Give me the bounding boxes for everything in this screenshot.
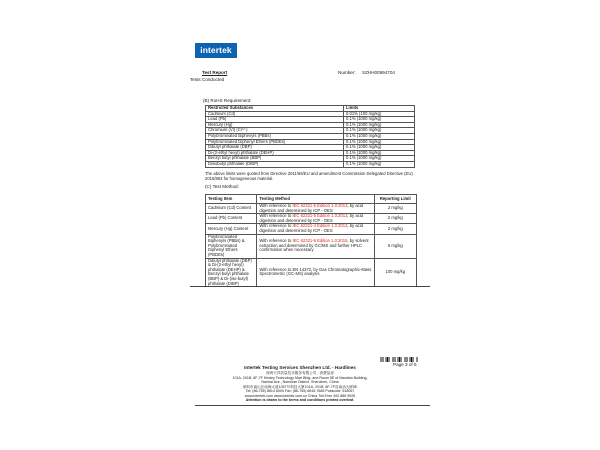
testing-method-cell xyxy=(257,214,374,224)
method-text: With reference to xyxy=(259,213,293,219)
standard-reference: IEC 62321-4 Edition 1.0:2013 xyxy=(292,223,348,229)
standard-reference: IEC 62321-6 Edition 1.0:2015 xyxy=(292,238,348,244)
limit-cell: 0.1% (1000 mg/kg) xyxy=(344,145,415,151)
section-b-title: (B) RoHS Requirement: xyxy=(203,98,252,103)
reporting-limit-cell: 2 mg/kg xyxy=(374,204,416,214)
footer-chinese-name: 深圳天祥质量技术服务有限公司 - 消费品部 xyxy=(266,371,334,375)
limits-note: The above limits were quoted from Directive 2011/65/EU and amendment Commission Delegated Directive (EU) 2015/863 for homogeneous material. xyxy=(205,171,413,181)
table-row xyxy=(206,224,417,234)
footer-company: Intertek Testing Services Shenzhen Ltd. - Hardlines xyxy=(244,365,356,370)
testing-method-cell xyxy=(257,204,374,214)
limit-cell: 0.1% (1000 mg/kg) xyxy=(344,156,415,162)
substance-cell: Polybrominated Biphenyls (PBBs) xyxy=(206,133,344,139)
limit-cell: 0.1% (1000 mg/kg) xyxy=(344,122,415,128)
reporting-limit-cell: 2 mg/kg xyxy=(374,214,416,224)
column-header: Testing Method xyxy=(257,195,374,204)
table-row xyxy=(206,258,417,287)
substance-cell: Chromium (VI) (Cr⁶⁺) xyxy=(206,128,344,134)
table-row xyxy=(206,234,417,258)
footer-phone: Tel: (86-755) 8614 6000 Fax: (86-755) 8616 7685 Postcode: 518067 xyxy=(245,389,355,393)
substance-cell: Cadmium (Cd) xyxy=(206,111,344,117)
method-text: With reference to xyxy=(259,203,293,208)
substance-cell: Mercury (Hg) xyxy=(206,122,344,128)
column-header: Limits xyxy=(344,106,415,112)
standard-reference: IEC 62321-5 Edition 1.0:2013 xyxy=(292,203,348,208)
testing-item-cell: Polybrominated Biphenyls (PBBs) & Polybrominated Diphenyl Ethers (PBDEs) xyxy=(206,234,257,258)
testing-item-cell: Cadmium (Cd) Content xyxy=(206,204,257,214)
divider xyxy=(190,286,430,287)
footer-address: Nanhai Ave., Nanshan District, Shenzhen, China xyxy=(261,380,339,384)
section-c-title: (C) Test Method: xyxy=(205,184,239,189)
table-row xyxy=(206,214,417,224)
method-text: With reference to xyxy=(259,238,293,244)
column-header: Restricted Substances xyxy=(206,106,344,112)
number-label: Number: xyxy=(338,70,356,75)
column-header: Reporting Limit xyxy=(374,195,416,204)
method-text: , by acid digestion and determined by ICP - OES xyxy=(259,203,364,213)
limit-cell: 0.1% (1000 mg/kg) xyxy=(344,139,415,145)
tests-conducted-heading: Tests Conducted xyxy=(190,77,225,82)
substance-cell: Di-(2-ethyl hexyl) phthalate (DEHP) xyxy=(206,150,344,156)
report-number: SZHH00994704 xyxy=(362,70,395,75)
footer-terms: Attention is drawn to the terms and conditions printed overleaf. xyxy=(245,398,355,402)
substance-cell: Benzyl butyl phthalate (BBP) xyxy=(206,156,344,162)
page-number: Page 3 of 6 xyxy=(393,362,417,367)
rohs-limits-table xyxy=(205,105,415,168)
method-text: , by solvent extraction and determined by GC/MS and further HPLC confirmation when necessary xyxy=(259,238,369,253)
limit-cell: 0.1% (1000 mg/kg) xyxy=(344,117,415,123)
footer-web: www.intertek.com www.intertek.com.cn China Toll-Free 400 886 9926 xyxy=(244,393,356,398)
substance-cell: Dibutyl phthalate (DBP) xyxy=(206,145,344,151)
method-text: With reference to xyxy=(259,223,293,229)
divider xyxy=(195,405,430,406)
reporting-limit-cell: 5 mg/kg xyxy=(374,234,416,258)
testing-method-cell xyxy=(257,224,374,234)
testing-method-cell xyxy=(257,258,374,287)
limit-cell: 0.01% (100 mg/kg) xyxy=(344,111,415,117)
limit-cell: 0.1% (1000 mg/kg) xyxy=(344,150,415,156)
substance-cell: Polybrominated Diphenyl Ethers (PBDEs) xyxy=(206,139,344,145)
limit-cell: 0.1% (1000 mg/kg) xyxy=(344,133,415,139)
method-text: , by acid digestion and determined by ICP - OES xyxy=(259,213,364,223)
report-title: Test Report xyxy=(202,70,228,75)
testing-method-cell xyxy=(257,234,374,258)
test-method-table xyxy=(205,194,417,287)
testing-item-cell: Dibutyl phthalate (DBP) & Di-(2-ethyl hexyl) phthalate (DEHP) & Benzyl butyl phthalate (BBP) & Di-(iso-butyl) phthalate (DIBP) xyxy=(206,258,257,287)
testing-item-cell: Lead (Pb) Content xyxy=(206,214,257,224)
standard-reference: IEC 62321-5 Edition 1.0:2013 xyxy=(292,213,348,219)
limit-cell: 0.1% (1000 mg/kg) xyxy=(344,128,415,134)
table-row xyxy=(206,161,415,167)
reporting-limit-cell: 100 mg/kg xyxy=(374,258,416,287)
footer-address-cn: 深圳市南山区南海大道1057号科技大厦101A, 201B, 6F-7F及南油大厦5E xyxy=(242,384,358,389)
method-text: , by acid digestion and determined by ICP - OES xyxy=(259,223,364,233)
method-text: With reference to EN 14372, by Gas Chromatographic-Mass Spectrometric (GC-MS) analysis xyxy=(259,266,372,277)
intertek-logo: intertek xyxy=(195,43,237,58)
limit-cell: 0.1% (1000 mg/kg) xyxy=(344,161,415,167)
reporting-limit-cell: 2 mg/kg xyxy=(374,224,416,234)
column-header: Testing Item xyxy=(206,195,257,204)
substance-cell: Diisobutyl phthalate (DIBP) xyxy=(206,161,344,167)
testing-item-cell: Mercury (Hg) Content xyxy=(206,224,257,234)
table-row xyxy=(206,204,417,214)
substance-cell: Lead (Pb) xyxy=(206,117,344,123)
footer-address: 101A, 201B, 6F-7F Kindey Technology Mart Bldg. and Room 5E of Nandian Building, xyxy=(232,375,368,380)
